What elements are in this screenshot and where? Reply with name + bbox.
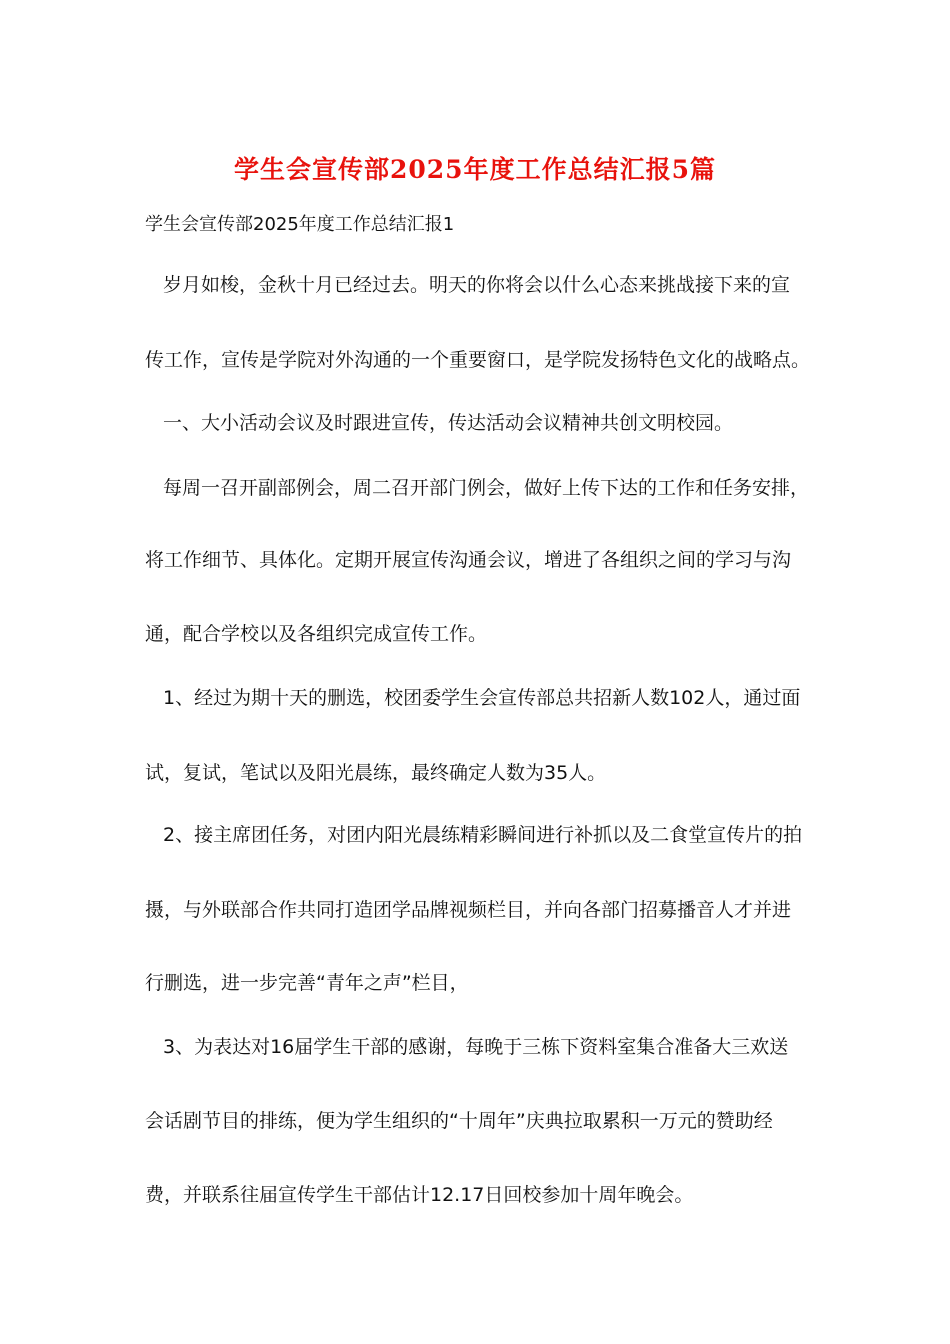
list-item-line: 1、经过为期十天的删选，校团委学生会宣传部总共招新人数102人，通过面 (163, 687, 801, 709)
paragraph-line: 传工作，宣传是学院对外沟通的一个重要窗口，是学院发扬特色文化的战略点。 (145, 349, 811, 371)
document-title: 学生会宣传部2025年度工作总结汇报5篇 (234, 155, 716, 184)
section-heading: 一、大小活动会议及时跟进宣传，传达活动会议精神共创文明校园。 (163, 412, 734, 434)
list-item-line: 3、为表达对16届学生干部的感谢，每晚于三栋下资料室集合准备大三欢送 (163, 1036, 789, 1058)
paragraph-line: 通，配合学校以及各组织完成宣传工作。 (145, 623, 488, 645)
list-item-line: 试，复试，笔试以及阳光晨练，最终确定人数为35人。 (145, 762, 607, 784)
list-item-line: 会话剧节目的排练，便为学生组织的“十周年”庆典拉取累积一万元的赞助经 (145, 1110, 773, 1132)
list-item-line: 行删选，进一步完善“青年之声”栏目， (145, 972, 469, 994)
paragraph-line: 岁月如梭，金秋十月已经过去。明天的你将会以什么心态来挑战接下来的宣 (163, 274, 791, 296)
list-item-line: 费，并联系往届宣传学生干部估计12.17日回校参加十周年晚会。 (145, 1184, 694, 1206)
list-item-line: 2、接主席团任务，对团内阳光晨练精彩瞬间进行补抓以及二食堂宣传片的拍 (163, 824, 803, 846)
paragraph-line: 将工作细节、具体化。定期开展宣传沟通会议，增进了各组织之间的学习与沟 (145, 549, 792, 571)
paragraph-line: 每周一召开副部例会，周二召开部门例会，做好上传下达的工作和任务安排， (163, 477, 810, 499)
section-subtitle: 学生会宣传部2025年度工作总结汇报1 (145, 214, 455, 235)
list-item-line: 摄，与外联部合作共同打造团学品牌视频栏目，并向各部门招募播音人才并进 (145, 899, 792, 921)
